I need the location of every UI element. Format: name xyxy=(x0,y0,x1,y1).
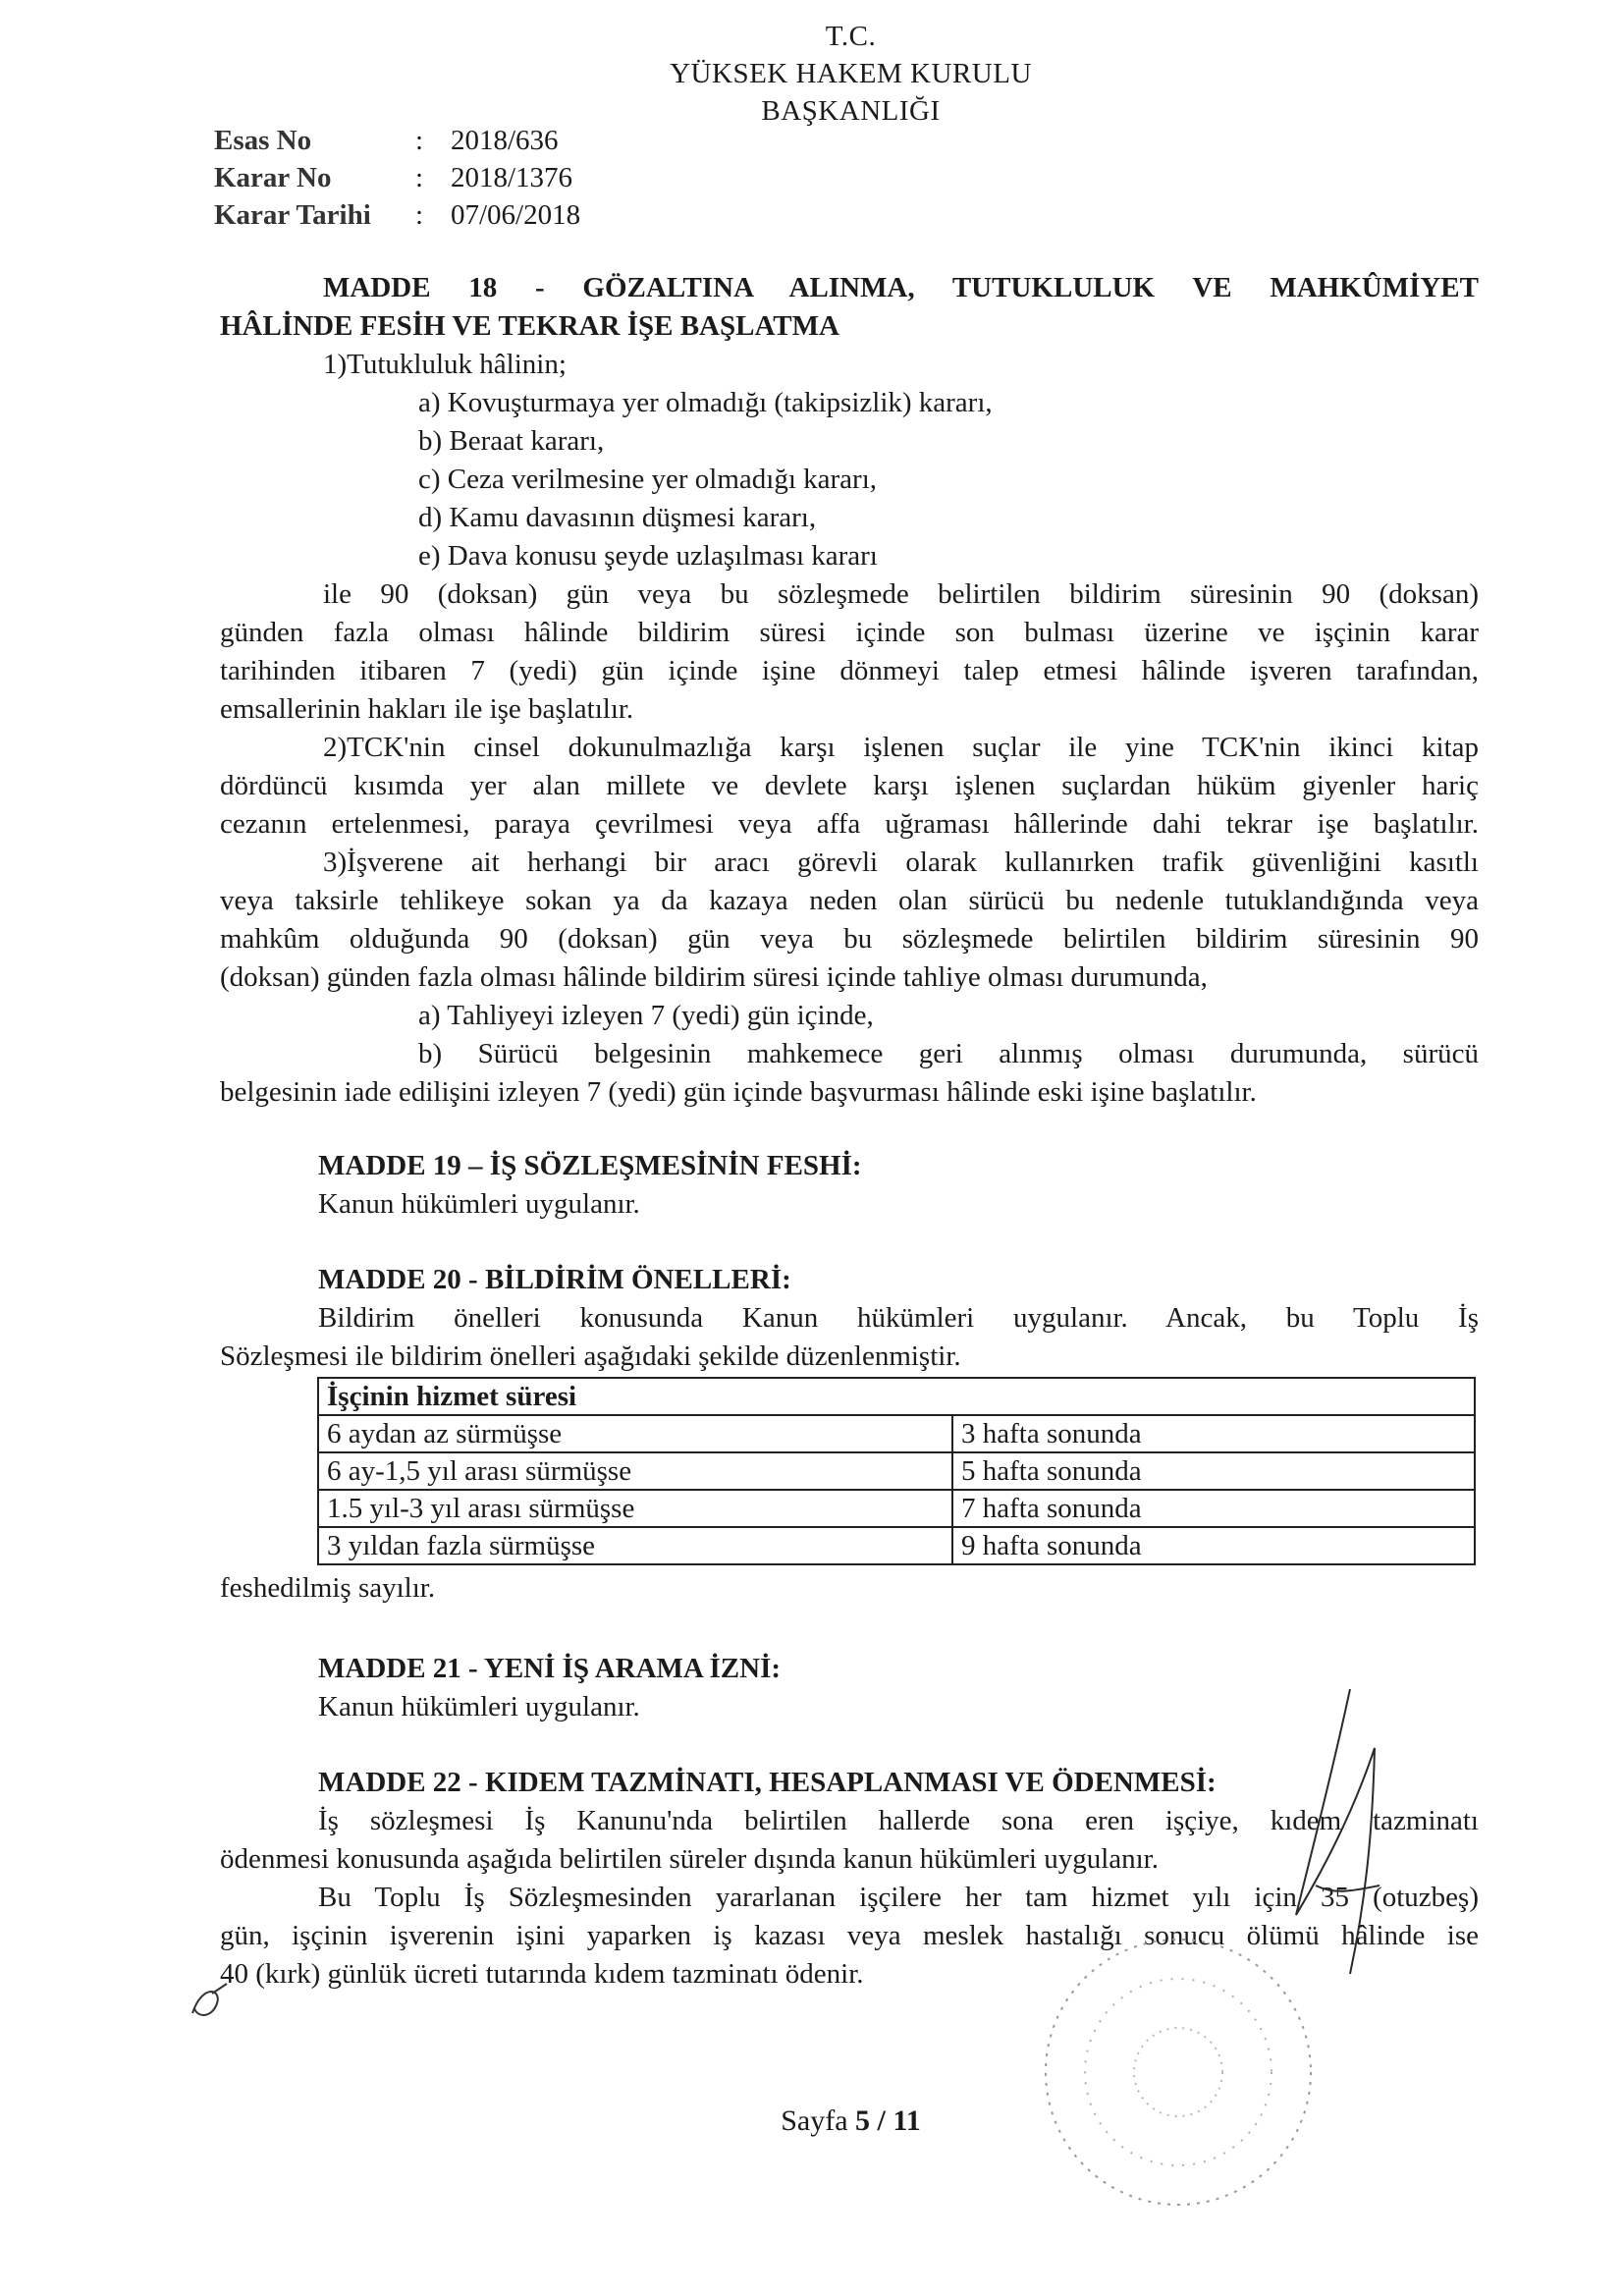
article-18-para4-last: (doksan) günden fazla olması hâlinde bildirim süresi içinde tahliye olması durumunda, xyxy=(220,961,1208,993)
table-header-cell: İşçinin hizmet süresi xyxy=(318,1378,1475,1415)
case-meta xyxy=(214,122,580,234)
page-label: Sayfa xyxy=(781,2105,856,2137)
meta-value: 07/06/2018 xyxy=(451,199,581,231)
article-18-para5: a) Tahliyeyi izleyen 7 (yedi) gün içinde, xyxy=(418,1000,874,1031)
meta-label: Esas No xyxy=(214,125,312,156)
handwritten-initial xyxy=(183,1974,242,2033)
article-18-para4-line: veya taksirle tehlikeye sokan ya da kazaya neden olan sürücü bu nedenle tutuklandığında veya xyxy=(220,885,1479,916)
page-total: 11 xyxy=(893,2105,921,2137)
article-18-para3-last: cezanın ertelenmesi, paraya çevrilmesi veya affa uğraması hâllerinde dahi tekrar işe başlatılır. xyxy=(220,808,1479,840)
meta-colon: : xyxy=(415,162,424,193)
table-row xyxy=(318,1490,1475,1527)
table-cell-duration: 1.5 yıl-3 yıl arası sürmüşse xyxy=(318,1490,952,1527)
article-18-para2-last: emsallerinin hakları ile işe başlatılır. xyxy=(220,693,634,725)
article-19 xyxy=(220,1147,1479,1224)
article-20 xyxy=(220,1261,1479,1376)
article-20-line2: Sözleşmesi ile bildirim önelleri aşağıdaki şekilde düzenlenmiştir. xyxy=(220,1340,961,1372)
meta-row-tarih xyxy=(214,196,580,234)
header-presidency: BAŞKANLIĞI xyxy=(761,95,941,127)
article-18-para3-line: dördüncü kısımda yer alan millete ve devlete karşı işlenen suçlardan hüküm giyenler hariç xyxy=(220,770,1479,801)
list-item: e) Dava konusu şeyde uzlaşılması kararı xyxy=(418,540,878,572)
page-current: 5 xyxy=(855,2105,871,2137)
article-22-line: Bu Toplu İş Sözleşmesinden yararlanan işçilere her tam hizmet yılı için 35 (otuzbeş) xyxy=(318,1882,1479,1913)
stamp-seal xyxy=(1031,1925,1325,2219)
article-18-para2-line: ile 90 (doksan) gün veya bu sözleşmede belirtilen bildirim süresinin 90 (doksan) xyxy=(323,578,1479,610)
article-20-line1: Bildirim önelleri konusunda Kanun hükümleri uygulanır. Ancak, bu Toplu İş xyxy=(318,1302,1479,1334)
article-22-line: ödenmesi konusunda aşağıda belirtilen süreler dışında kanun hükümleri uygulanır. xyxy=(220,1843,1159,1875)
header-institution: YÜKSEK HAKEM KURULU xyxy=(670,58,1032,89)
article-21-body: Kanun hükümleri uygulanır. xyxy=(318,1691,640,1722)
list-item: c) Ceza verilmesine yer olmadığı kararı, xyxy=(418,464,878,495)
table-cell-notice: 7 hafta sonunda xyxy=(952,1490,1475,1527)
article-18-title-line2: HÂLİNDE FESİH VE TEKRAR İŞE BAŞLATMA xyxy=(220,310,839,342)
header-tc: T.C. xyxy=(825,21,877,52)
page-separator: / xyxy=(870,2105,893,2137)
document-header xyxy=(0,18,1623,130)
meta-row-esas xyxy=(214,122,580,159)
table-cell-duration: 6 aydan az sürmüşse xyxy=(318,1415,952,1452)
table-cell-notice: 9 hafta sonunda xyxy=(952,1527,1475,1564)
table-row xyxy=(318,1415,1475,1452)
article-20-after-text: feshedilmiş sayılır. xyxy=(220,1572,436,1604)
meta-label: Karar No xyxy=(214,162,332,193)
article-18-para6-line: b) Sürücü belgesinin mahkemece geri alınmış olması durumunda, sürücü xyxy=(418,1038,1479,1069)
meta-colon: : xyxy=(415,125,424,156)
article-22-line: İş sözleşmesi İş Kanunu'nda belirtilen hallerde sona eren işçiye, kıdem tazminatı xyxy=(318,1805,1479,1836)
article-18-para3-line: 2)TCK'nin cinsel dokunulmazlığa karşı işlenen suçlar ile yine TCK'nin ikinci kitap xyxy=(323,732,1479,763)
article-21-title: MADDE 21 - YENİ İŞ ARAMA İZNİ: xyxy=(318,1653,782,1684)
article-18-para6-last: belgesinin iade edilişini izleyen 7 (yedi) gün içinde başvurması hâlinde eski işine başlatılır. xyxy=(220,1076,1257,1108)
table-header-row xyxy=(318,1378,1475,1415)
meta-row-karar xyxy=(214,159,580,196)
article-19-body: Kanun hükümleri uygulanır. xyxy=(318,1188,640,1220)
article-18 xyxy=(220,269,1479,1112)
meta-value: 2018/636 xyxy=(451,125,559,156)
list-item: a) Kovuşturmaya yer olmadığı (takipsizlik) kararı, xyxy=(418,387,993,418)
list-item: d) Kamu davasının düşmesi kararı, xyxy=(418,502,817,533)
table-cell-duration: 6 ay-1,5 yıl arası sürmüşse xyxy=(318,1452,952,1490)
table-cell-notice: 5 hafta sonunda xyxy=(952,1452,1475,1490)
table-cell-notice: 3 hafta sonunda xyxy=(952,1415,1475,1452)
table-cell-duration: 3 yıldan fazla sürmüşse xyxy=(318,1527,952,1564)
article-22-title: MADDE 22 - KIDEM TAZMİNATI, HESAPLANMASI VE ÖDENMESİ: xyxy=(318,1767,1217,1798)
meta-label: Karar Tarihi xyxy=(214,199,371,231)
article-18-para2-line: günden fazla olması hâlinde bildirim süresi içinde son bulması üzerine ve işçinin karar xyxy=(220,617,1479,648)
page-footer xyxy=(0,2105,1623,2138)
article-18-para4-line: mahkûm olduğunda 90 (doksan) gün veya bu sözleşmede belirtilen bildirim süresinin 90 xyxy=(220,923,1479,955)
article-20-after xyxy=(220,1569,1479,1608)
article-18-para4-line: 3)İşverene ait herhangi bir aracı görevli olarak kullanırken trafik güvenliğini kasıtlı xyxy=(323,847,1479,878)
table-row xyxy=(318,1527,1475,1564)
article-18-title-line1: MADDE 18 - GÖZALTINA ALINMA, TUTUKLULUK VE MAHKÛMİYET xyxy=(323,272,1479,303)
article-18-para1: 1)Tutukluluk hâlinin; xyxy=(323,349,567,380)
table-row xyxy=(318,1452,1475,1490)
meta-value: 2018/1376 xyxy=(451,162,573,193)
notice-period-table xyxy=(317,1377,1476,1565)
list-item: b) Beraat kararı, xyxy=(418,425,605,457)
article-22-line: gün, işçinin işverenin işini yaparken iş kazası veya meslek hastalığı sonucu ölümü hâlinde ise xyxy=(220,1920,1479,1951)
meta-colon: : xyxy=(415,199,424,231)
article-20-title: MADDE 20 - BİLDİRİM ÖNELLERİ: xyxy=(318,1264,791,1295)
article-19-title: MADDE 19 – İŞ SÖZLEŞMESİNİN FESHİ: xyxy=(318,1150,862,1181)
article-22-line: 40 (kırk) günlük ücreti tutarında kıdem tazminatı ödenir. xyxy=(220,1958,864,1990)
article-18-para2-line: tarihinden itibaren 7 (yedi) gün içinde işine dönmeyi talep etmesi hâlinde işveren tarafından, xyxy=(220,655,1479,686)
